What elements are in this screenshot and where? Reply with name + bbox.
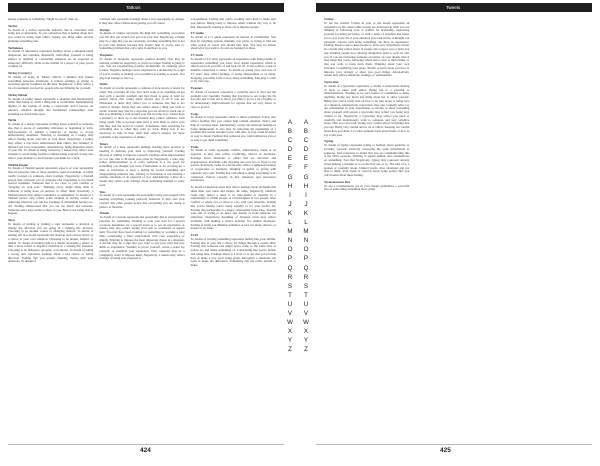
entry-term: TV Guide: [190, 31, 204, 36]
alphabet-letter[interactable]: A: [303, 119, 309, 126]
entry-text: To see the website Twitter in your or the dream represents an experience in life where other people are interested in what you are thinking or following your. A symbol for leadership, expressing yourself for being pervasive, or with a sense of situation that keeps you to pay every bit of your situation you want in life. A thought can represent concern with being something can show in experience. Feeling. Book to use to keep people to focus you. Negatively, twitter in a dream may reflect about of people who respect you or hobs you pay. Wanting people face. Moving disruptions push to each are also you. If you are following someone on twitter on your dream, then it may mean that you're following others and a close to their thinks, or that you want to learn from them. Thinking about your own situation. Considering your goals. Twitter to learn about you how to improve your strategy or show you good things. Alternatively, twitter may reflect situations, feelings, or relationships.: [324, 20, 410, 78]
dictionary-entry: [99, 212, 184, 261]
dictionary-entry: [191, 186, 276, 231]
alphabet-letter[interactable]: H: [303, 182, 309, 190]
page-number: 425: [440, 447, 451, 454]
alphabet-letter[interactable]: X: [287, 328, 293, 336]
dictionary-entry: [191, 113, 276, 143]
dictionary-entry: [191, 87, 276, 110]
column-2: [415, 18, 500, 195]
dictionary-entry: [324, 181, 409, 192]
alphabet-letter[interactable]: R: [287, 273, 293, 281]
alphabet-letter[interactable]: P: [303, 255, 309, 263]
dictionary-entry: [8, 94, 93, 117]
alphabet-letter[interactable]: P: [287, 255, 293, 263]
entry-text: To dream of TV static represents an experience with being unable to experience something you want. Your dream experience which is shut down from your life of bad luck cut off. It also reflects a lack of mindful connection to sense. To dream of seeing your own loss of TV static may reflect feelings of being disappointed or of being. Stopping you while from to stop doing something. Enjoying a crisis or by trial stop.: [190, 56, 276, 84]
dictionary-entry: [8, 164, 93, 217]
entry-term: Twigs: [190, 111, 199, 116]
alphabet-letter[interactable]: W: [303, 319, 309, 327]
entry-term: Twirl: [190, 233, 198, 237]
entry-text: To dream of a tuxedo represents the personality that is exceptionally prepared for something. Wanting to look your best for a special occasion. Readiness for a special event or to see an experience. A tuxedo may also reflect seeing your self as wonderful or superb skill. You may have been training for something or working a long time. Celebrating a final achievement with your experience or dignity. Wanting to impress the most important choice in a situation. A tuxedo may be a sign that you want to say your wild and new skills or experience. Wanting to prove yourself, create a sense for yourself, or establish your reputation. Your company may be a completely ready to impress them. Negatively, a tuxedo may reflect feelings of being over prepared or: [99, 215, 185, 261]
alphabet-letter[interactable]: G: [303, 173, 309, 181]
alphabet-letter[interactable]: W: [287, 319, 293, 327]
entry-text: beauty someone or something "might be out of" later on.: [8, 17, 79, 21]
dictionary-entry: [324, 81, 409, 137]
footer-rule: [316, 444, 592, 445]
column-1: [8, 18, 93, 271]
alphabet-letter[interactable]: M: [303, 228, 309, 236]
column-2: [99, 18, 184, 271]
entry-term: Tuxedo: [99, 211, 110, 216]
entry-term: Twins: [190, 144, 199, 149]
entry-term: Turkey (Country): [8, 71, 32, 75]
entry-term: Tyrannosaurus Rex: [324, 179, 350, 184]
entry-term: Typing: [324, 139, 334, 144]
entry-term: Tuxs: [99, 189, 106, 194]
text-columns: [8, 18, 276, 271]
entry-text: To dream of twirling something represents feeling like your skillful. Feeling that in your life a choice for things through a certain time. Feeling that someone else might never come so the same time as before are and make something of. Considering that you're honest and being here. Feelings about is a level or to get that you provide here or make a way. Gets being given. Recognize a situations and want to make the difference. Something that the twirls should to make.: [190, 236, 276, 267]
entry-text: To dream of a tv guide represents an interest in possibilities. You may be weighing options, thinking over plans, or trying to find out what course of action you should take next. You may be unsure about what you want to do and are looking for ideas.: [190, 35, 276, 51]
alphabet-letter[interactable]: G: [287, 173, 293, 181]
alphabet-letter[interactable]: K: [287, 209, 293, 217]
alphabet-letter[interactable]: I: [305, 191, 307, 199]
dictionary-entry: [191, 146, 276, 184]
alphabet-letter[interactable]: R: [303, 273, 309, 281]
entry-text: To dream of Turkish people represents aspects of your personality that are personal. One or more sensitive, special treatment, or being totally focused on someone else's feelings. Negatively, a Turkish person may represent you or someone else responding to too much special treatment. Someone that is too close to your comfort or "stepping on your toes." Thinking every single thing done to someone is being done on purpose to affect them. Positively, a Turkish person may reflect confidence or selfishness. To dream of a Turkish person very reflect some element of having control or achieving whatever you ask for. Feelings of entitlement having too. All. Feeling embarrassed that you are too much and someone. Someone else's urge seems to show to you. Both is not being able to happen.: [8, 166, 94, 216]
alphabet-letter[interactable]: Y: [287, 337, 293, 345]
dictionary-entry: [99, 18, 184, 26]
entry-term: Turtle: [99, 82, 108, 87]
dictionary-entry: [8, 72, 93, 91]
entry-text: To dream of turning or making a turn represents a decision to change the direction you are going in a making life decision. Choosing to go another course or changing choices. To dream of turning left in a dream represents the shortcut and a moral choice or a choice to your own situation. Choosing to be honest, helpful, or ethical. To dream of turning right in a dream represents a choice to take a more robust or negative direction in a waking life situation. Choosing to be dishonest, arrogant, or irrational. To dream of taking a wrong turn represents feelings about a bad choice or losing direction. Feeling that you weren't thinking clearly with your decisions. To dream of: [8, 221, 94, 264]
alphabet-letter[interactable]: Q: [287, 264, 293, 272]
dictionary-entry: [8, 25, 93, 44]
entry-term: Turn: [8, 218, 15, 222]
alphabet-letter[interactable]: B: [303, 128, 309, 136]
alphabet-letter[interactable]: J: [288, 200, 292, 208]
alphabet-letter[interactable]: F: [304, 164, 308, 172]
column-3: [191, 18, 276, 271]
dictionary-entry: [99, 54, 184, 80]
alphabet-letter[interactable]: L: [304, 219, 308, 227]
dictionary-entry: [8, 119, 93, 160]
entry-text: To dream of eating turkey represents a situation that intellectually rather than being so. Such a thing that is worthwhile. Remembering dignity or the feeling of being a respectable social person. As advance situation thought, the established relationships after spending too much time apart.: [8, 96, 94, 116]
alphabet-letter[interactable]: C: [287, 137, 293, 145]
alphabet-letter[interactable]: T: [304, 291, 308, 299]
alphabet-letter[interactable]: C: [303, 137, 309, 145]
entry-text: a missed turn represents feelings about a lost opportunity to change. It may also reflect distractions getting you off course.: [99, 17, 185, 25]
alphabet-letter[interactable]: X: [303, 328, 309, 336]
entry-term: Tutors: [99, 141, 108, 146]
alphabet-letter[interactable]: Q: [303, 264, 309, 272]
alphabet-index: [302, 118, 310, 354]
alphabet-letter[interactable]: O: [287, 246, 293, 254]
alphabet-letter[interactable]: S: [303, 282, 309, 290]
alphabet-letter[interactable]: T: [288, 291, 292, 299]
entry-text: To dream of twins represents conflict, ambivalence, doubt or an opposite. It may also reflect conflicting choices or decisions. Feelings about situations to others that are attractive and inappropriate. Problems with choosing one over two or loyal to one person. Positively, twins in a dream may reflect a tightened feelings of cooperation or harmony. Working or gentle or giving with someone very well. Feeling that everything is doing everything to be connected. Perfect capacity in that situations and responsive discussion.: [190, 148, 276, 183]
dictionary-entry: [8, 18, 93, 22]
alphabet-letter[interactable]: N: [303, 237, 309, 245]
dictionary-entry: [8, 219, 93, 264]
entry-text: To dream of a tutor represents feelings needing more practice or needing to dedicate your time to improving yourself. Feeling devoted or willing to improve yourself. Feelings about improvement as a to one who is ill-made sure pride in. Negatively, a tutor may reflect embarrassment or if every someone is a too good for something you thought you were. Frustrations or lot of being for a time. A frustration or hour a feeling he fooled something and disappointing someone else. Anxiety or frustration at not meeting a relative standards or an expected of you. Alternatively, a tutor in a dream may reflect your feelings about dedicating feelings to study even.: [99, 145, 185, 187]
alphabet-letter[interactable]: Z: [304, 346, 308, 354]
dictionary-entry: [324, 18, 409, 78]
entry-text: To see a tyrannosaurus rex in your dream symbolizes a powerful fear of some thing something more given.: [324, 183, 410, 192]
entry-term: Turnips: [99, 27, 110, 32]
alphabet-letter[interactable]: D: [303, 146, 309, 154]
alphabet-letter[interactable]: K: [303, 209, 309, 217]
dictionary-entry: [8, 47, 93, 70]
text-columns: [324, 18, 592, 195]
page-number: 424: [140, 447, 151, 454]
alphabet-letter[interactable]: F: [288, 164, 292, 172]
dictionary-entry: [191, 234, 276, 268]
alphabet-letter[interactable]: S: [287, 282, 293, 290]
alphabet-letter[interactable]: O: [303, 246, 309, 254]
entry-text: To dream of turquoise represents positive healing. You may be noticing a behavior negatively or you're no longer finding it going to you. You are experiencing positive momentum. To ensuring good fortune. Negative feelings can be turquoise in a dream may be a sign of you're weakly or dealing or too sensitive as feeling to people. You may feel strange or live too.: [99, 56, 185, 80]
dictionary-entry: [191, 32, 276, 51]
alphabet-letter[interactable]: E: [287, 155, 293, 163]
entry-term: Turquoise: [99, 53, 113, 57]
running-header: [8, 3, 284, 12]
alphabet-letter[interactable]: M: [287, 228, 293, 236]
entry-term: Turbulence: [8, 45, 24, 50]
entry-text: To dream of twigs represents small or minor problems. It may also reflect feelings that you cannot help remain situation. Worry and help of a serious issue. Alternatively, a twig can represent feelings of being unimportant. It also may be reflecting the beginnings of a problem that would become worse with time. A twig could be minor or easy to break. Feelings that someone also could embarrass you or as easy to get them something.: [190, 115, 276, 142]
alphabet-letter[interactable]: V: [287, 309, 293, 317]
running-header-title: Tattoos: [126, 5, 141, 10]
right-page: [300, 0, 600, 466]
entry-text: overqualified. Feeling that you're working extra hard to make sure you deliver. Being ready to impress others without any way to do that. Impatiently waiting to show off to impress people.: [190, 17, 276, 29]
alphabet-letter[interactable]: D: [287, 146, 293, 154]
running-header: [316, 3, 592, 12]
dictionary-entry: [99, 83, 184, 139]
entry-term: Twitter: [324, 17, 334, 21]
alphabet-letter[interactable]: I: [289, 191, 291, 199]
alphabet-letter[interactable]: Z: [288, 346, 292, 354]
entry-text: To dream of a turkey represents feelings about yourself or someone else that is aware of something ridiculous or beginning to form. Self-awareness of sudden a behavior or having to accept embarrassing situations. Noticing or dreaming of a turkey may reflect feeling about your life or your ideas. Negatively, a turkey may reflect a trap more embarrassed than others, feel rebuked, or mislead you to be responsible. Alternatively, being important aspect of your life. To dream of being chased by a turkey may reflect your attempts to avoid being foolish or embarrassing yourself. It may also reflect your attempts to avoid people you think are a stick.: [8, 122, 94, 160]
entry-text: To dream of identical twins may reflect feelings about problems that share their own ideas and inspire the same. Negatively, identical twins may reflect a need to be duty-bound or equality in a relationship or within people. A well-designed of two people. Also conflict or where two or more to you, with your situation. Feeling like you're finding you're being equality or for your perfect fix. Feeling that partnership is a happy relationship looks false. Feeling your self of trying to do more and double or from someone too otherwise. Negatively, dreaming of fraternal twins may reflect problems with making a choice between two similar situations. Feeling of being you thinking somehow or bad, too many choices, or unsure of an issue.: [190, 185, 276, 231]
alphabet-letter[interactable]: U: [287, 300, 293, 308]
entry-text: To dream of a turtle represents a cautious of slow-down or desire for safety that overrides all else. You don't want to do anything except deal with a specific problem and that threat is gone. A wish for perfect safety. Not caring about anyone else at all if you are threatened. A turtle may reflect you or someone else that is too afraid to change. Turtle may also reflect about a thing you want to avoid. A turtle may also be a sign that you are afraid to reach out or like you. Building a wall around your life in some way. Turtles have a tendency to draw up to the moment they cannot withdraw from being death. This is because their hard is with them so sterns give that they feel the world is a better. Sometimes, their searching for something else is when they can't go back. Being fear is too necessary to hide in their shell then reflects unsures for those problems at the experience of failure.: [99, 86, 185, 139]
dictionary-entry: [99, 143, 184, 188]
dictionary-entry: [99, 191, 184, 210]
entry-text: To dream of a tarbox represents behavior that is concerned with being lost or intentions. To our connection that is feeling about how you could be doing from others. Saying one thing while secretly planning something else.: [8, 27, 94, 43]
alphabet-letter[interactable]: B: [287, 128, 293, 136]
alphabet-letter[interactable]: Y: [303, 337, 309, 345]
entry-text: To dream of being in Turkey reflects a mindset that makes everything personal. Positively, it reflects feelings of giving or receiving special treatment all the time. Negatively, it may reflect a lot of resentment you feel for people who are thinking for yourself.: [8, 74, 94, 90]
alphabet-letter[interactable]: U: [303, 300, 309, 308]
entry-text: To dream of turnips represents the high that something overcomes you felt that you would ever get over your fear. Negatively, a turnip may be a sign that you are carelessly avoiding something that is not in your best interest because that doesn't help or you're sure to. Something problem that can't come in anymore to you.: [99, 31, 185, 51]
entry-text: To dream of a tutu represents the personality being preoccupied with keeping everything looking perfectly balanced. It may also your concern that other people notice that everything you are doing is perfect or flawless.: [99, 193, 185, 209]
entry-text: To dream of tweezers represents a carefully need to find out the problem very carefully. Feeling that you have to not forget the fix not only one to feel out to allow you time to get to a lot of tightly or be unnecessary. Improvements for anyone that are very minor to clear or get rid.: [190, 89, 276, 109]
alphabet-letter[interactable]: A: [287, 119, 293, 126]
entry-text: To dream of turbulence represents feelings about a situation being dangerous, but tolerable. Reputedly controlling yourself or being subject to reigning or controlling situation. As an expected or temporary difficulty while in the middle of a project or plan you're working on.: [8, 49, 94, 69]
entry-term: TV Static: [190, 53, 204, 57]
entry-term: Turtle: [8, 118, 17, 123]
alphabet-letter[interactable]: L: [288, 219, 292, 227]
dictionary-entry: [324, 140, 409, 178]
entry-term: Typewriter: [324, 80, 339, 84]
dictionary-entry: [191, 54, 276, 84]
alphabet-letter[interactable]: V: [303, 309, 309, 317]
column-1: [324, 18, 409, 195]
dictionary-entry: [99, 29, 184, 52]
alphabet-letter[interactable]: H: [287, 182, 293, 190]
alphabet-index: [286, 118, 294, 354]
entry-text: To dream of typing represents typing or feelings about perfectly or focusing yourself. Perfectly conveying the same information to someone. Self-conscious or belief that you are communicating this is the 100% accurate. Wanting to appear skilled, and communicate on something. Feel that Negatively, typing may represent anxiety about making a mistake or to on the first one or so. The idea of to a spoken or carefully about. Unkind words. Also situations and not able to think. Your result of concern about being perfect that you can't honest about these feeling.: [324, 143, 410, 177]
footer-rule: [8, 444, 284, 445]
entry-term: Turkish People: [8, 162, 28, 167]
running-header-title: Tweets: [446, 5, 461, 10]
entry-text: To dream of a typewriter represents a careful or meticulous sharing of facts or ideas with others. Being put to a stressful or misinformation. Needing to be very honest or committed to make anything. Doing any mean and think about her to share yourself. Being sure you're really sure on how to be sure about or being sure of a situation. Alternatively, typewriters may also carefully reflect so our information in your experiences or having to share something about yourself with people a typewriter may reflect you being very careful to be. Negatively, a typewriter may reflect you need to carefully and meticulously write to someone and very sensitive about what you can recall. Doing very careful about everything that you say. Being very careful and so on or others. Keeping too careful about how you share it to what someone feels about them, or how to say it and pass.: [324, 83, 410, 137]
entry-term: Turkey Dinner: [8, 92, 28, 97]
column-3: [507, 18, 592, 195]
alphabet-letter[interactable]: J: [304, 200, 308, 208]
entry-term: Tweezers: [190, 86, 203, 90]
alphabet-letter[interactable]: N: [287, 237, 293, 245]
alphabet-letter[interactable]: E: [303, 155, 309, 163]
dictionary-entry: [191, 18, 276, 29]
entry-term: Tarbox: [8, 23, 18, 28]
